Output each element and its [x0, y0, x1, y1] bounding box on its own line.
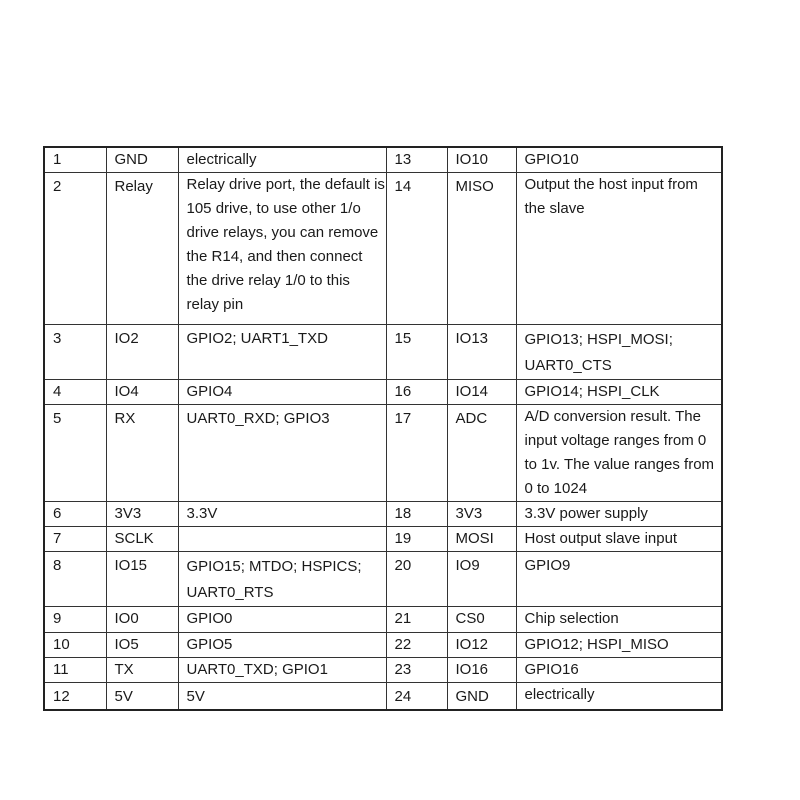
pin-function-right: electrically — [516, 683, 722, 711]
pin-number-right: 24 — [386, 683, 447, 711]
pin-function-left: UART0_RXD; GPIO3 — [178, 405, 386, 502]
pin-name-left: 3V3 — [106, 502, 178, 527]
pin-number-left: 8 — [44, 552, 106, 607]
pin-number-right: 21 — [386, 607, 447, 633]
pin-definition-table — [43, 146, 723, 711]
table-row — [44, 552, 722, 607]
pin-name-left: IO5 — [106, 633, 178, 658]
table-row — [44, 325, 722, 380]
pin-function-left: GPIO0 — [178, 607, 386, 633]
pin-function-right: GPIO10 — [516, 147, 722, 173]
pin-number-left: 10 — [44, 633, 106, 658]
pin-number-left: 1 — [44, 147, 106, 173]
pin-name-left: GND — [106, 147, 178, 173]
pin-function-left: GPIO15; MTDO; HSPICS; UART0_RTS — [178, 552, 386, 607]
pin-number-left: 11 — [44, 658, 106, 683]
pin-function-left: UART0_TXD; GPIO1 — [178, 658, 386, 683]
pin-function-left: GPIO4 — [178, 380, 386, 405]
pin-name-left: IO15 — [106, 552, 178, 607]
pin-function-right: A/D conversion result. The input voltage ranges from 0 to 1v. The value ranges from 0 to 1024 — [516, 405, 722, 502]
pin-function-left: 5V — [178, 683, 386, 711]
pin-number-right: 19 — [386, 527, 447, 552]
pin-number-right: 16 — [386, 380, 447, 405]
table-row — [44, 147, 722, 173]
table-row — [44, 173, 722, 325]
pin-function-right: GPIO14; HSPI_CLK — [516, 380, 722, 405]
table-row — [44, 683, 722, 711]
pin-function-right: GPIO16 — [516, 658, 722, 683]
pin-number-right: 20 — [386, 552, 447, 607]
pin-name-left: RX — [106, 405, 178, 502]
pin-function-left: electrically — [178, 147, 386, 173]
pin-name-left: Relay — [106, 173, 178, 325]
pin-name-right: MISO — [447, 173, 516, 325]
pin-number-right: 17 — [386, 405, 447, 502]
pin-number-left: 12 — [44, 683, 106, 711]
pin-name-left: 5V — [106, 683, 178, 711]
pin-function-right: Output the host input from the slave — [516, 173, 722, 325]
pin-number-right: 18 — [386, 502, 447, 527]
pin-number-left: 5 — [44, 405, 106, 502]
pin-name-left: IO0 — [106, 607, 178, 633]
pin-name-right: 3V3 — [447, 502, 516, 527]
pin-name-right: IO14 — [447, 380, 516, 405]
pin-name-right: GND — [447, 683, 516, 711]
pin-number-right: 13 — [386, 147, 447, 173]
pin-function-left: GPIO5 — [178, 633, 386, 658]
pin-function-left: GPIO2; UART1_TXD — [178, 325, 386, 380]
pin-name-right: IO9 — [447, 552, 516, 607]
pin-function-right: Chip selection — [516, 607, 722, 633]
table-row — [44, 380, 722, 405]
table-row — [44, 502, 722, 527]
pin-name-right: MOSI — [447, 527, 516, 552]
pin-number-left: 2 — [44, 173, 106, 325]
pin-function-right: GPIO13; HSPI_MOSI; UART0_CTS — [516, 325, 722, 380]
pin-name-right: IO10 — [447, 147, 516, 173]
pin-number-right: 15 — [386, 325, 447, 380]
pin-name-left: SCLK — [106, 527, 178, 552]
pin-number-left: 3 — [44, 325, 106, 380]
pin-number-left: 6 — [44, 502, 106, 527]
pin-number-left: 4 — [44, 380, 106, 405]
pin-name-left: TX — [106, 658, 178, 683]
table-row — [44, 527, 722, 552]
pin-name-right: ADC — [447, 405, 516, 502]
pin-function-right: GPIO12; HSPI_MISO — [516, 633, 722, 658]
pin-function-left: 3.3V — [178, 502, 386, 527]
pin-name-left: IO4 — [106, 380, 178, 405]
pin-function-right: GPIO9 — [516, 552, 722, 607]
pin-name-right: IO13 — [447, 325, 516, 380]
pin-name-right: IO16 — [447, 658, 516, 683]
table-row — [44, 658, 722, 683]
pin-number-right: 23 — [386, 658, 447, 683]
pin-number-left: 9 — [44, 607, 106, 633]
pin-function-left — [178, 527, 386, 552]
pin-number-left: 7 — [44, 527, 106, 552]
pin-name-left: IO2 — [106, 325, 178, 380]
pin-function-left: Relay drive port, the default is 105 drive, to use other 1/o drive relays, you can remove the R14, and then connect the drive relay 1/0 to this relay pin — [178, 173, 386, 325]
pin-number-right: 22 — [386, 633, 447, 658]
pin-function-right: Host output slave input — [516, 527, 722, 552]
pin-function-right: 3.3V power supply — [516, 502, 722, 527]
table-row — [44, 607, 722, 633]
table-row — [44, 405, 722, 502]
pin-number-right: 14 — [386, 173, 447, 325]
pin-name-right: IO12 — [447, 633, 516, 658]
table-row — [44, 633, 722, 658]
pin-name-right: CS0 — [447, 607, 516, 633]
